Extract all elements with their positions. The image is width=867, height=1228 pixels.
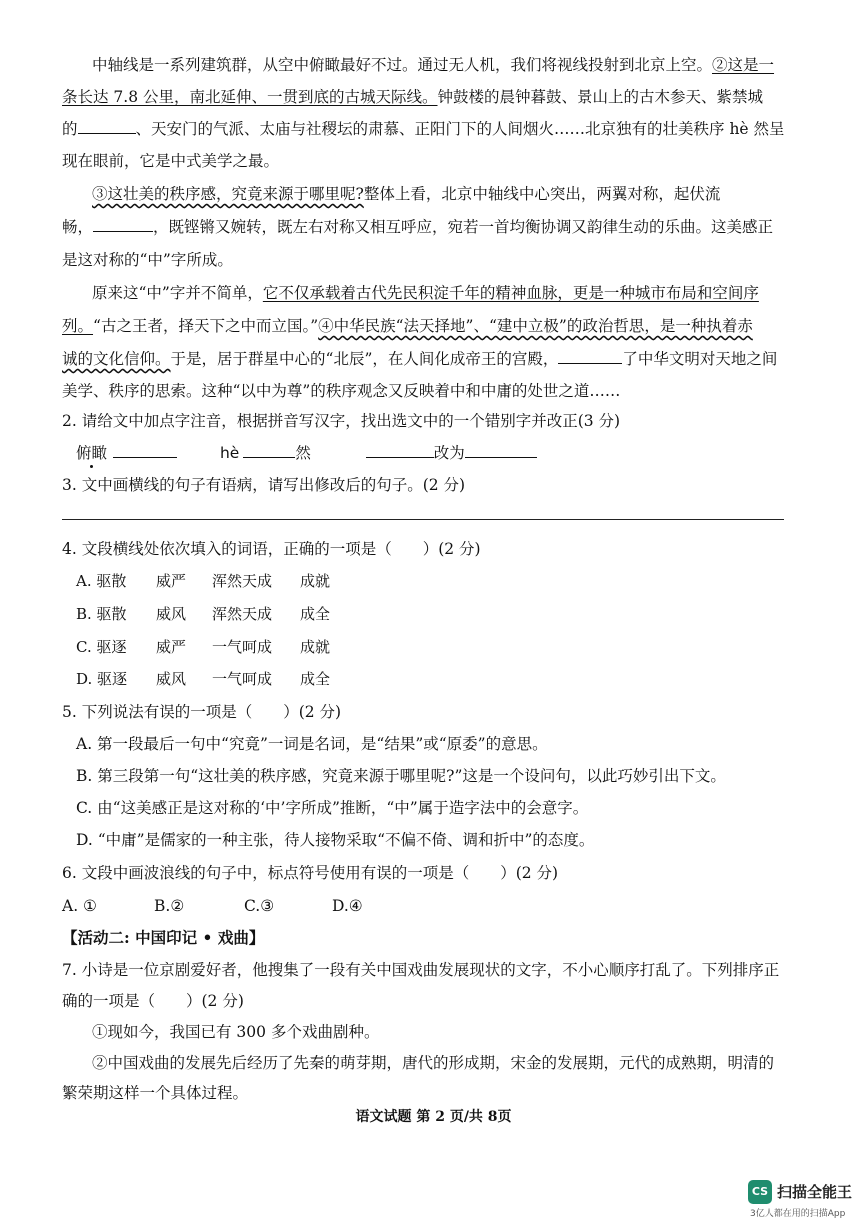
question-6: [62, 862, 558, 884]
question-text: 5. 下列说法有误的一项是（ ）(2 分): [62, 703, 342, 721]
option-word: 威风: [156, 670, 187, 688]
option-label[interactable]: D. 驱逐: [76, 670, 128, 688]
option-text: D.④: [332, 897, 363, 915]
option-text: D. “中庸”是儒家的一种主张，待人接物采取“不偏不倚、调和折中”的态度。: [76, 831, 595, 849]
option-a[interactable]: [62, 895, 97, 917]
question-text: 3. 文中画横线的句子有语病，请写出修改后的句子。(2 分): [62, 476, 466, 494]
question-text: 确的一项是（ ）(2 分): [62, 992, 244, 1010]
camscanner-logo-icon: CS: [748, 1180, 772, 1204]
option-text: B. 第三段第一句“这壮美的秩序感，究竟来源于哪里呢?”这是一个设问句，以此巧妙引出下文。: [76, 767, 726, 785]
passage-text: 钟鼓楼的晨钟暮鼓、景山上的古木参天、紫禁城: [437, 88, 764, 106]
question-text: 2. 请给文中加点字注音，根据拼音写汉字，找出选文中的一个错别字并改正(3 分): [62, 412, 621, 430]
option-word: 浑然天成: [212, 572, 273, 590]
passage-text: 然: [295, 444, 311, 462]
option-d[interactable]: [332, 895, 363, 917]
wavy-underlined-sentence: 诚的文化信仰。: [62, 350, 171, 368]
passage-text: 原来这“中”字并不简单，: [92, 284, 263, 302]
page-footer: 语文试题 第 2 页/共 8页: [355, 1109, 512, 1125]
answer-blank[interactable]: [243, 443, 295, 458]
question-5: [62, 701, 341, 723]
passage-text: 的: [62, 120, 78, 138]
passage-line: [62, 315, 753, 337]
passage-text: 畅，: [62, 218, 94, 236]
answer-blank[interactable]: [366, 443, 434, 458]
question-text: 7. 小诗是一位京剧爱好者，他搜集了一段有关中国戏曲发展现状的文字，不小心顺序打乱了。下列排序正: [62, 961, 780, 979]
passage-text: 、天安门的气派、太庙与社稷坛的肃慕、正阳门下的人间烟火……北京独有的壮美秩序 hè 然呈: [135, 120, 785, 138]
question-7-cont: [62, 990, 244, 1012]
passage-text: ②中国戏曲的发展先后经历了先秦的萌芽期，唐代的形成期，宋金的发展期，元代的成熟期，明清的: [92, 1054, 775, 1072]
sentence-2: [92, 1052, 774, 1074]
heading-text: 【活动二: 中国印记 • 戏曲】: [62, 928, 265, 947]
scanner-tagline: 3亿人都在用的扫描App: [750, 1209, 846, 1219]
passage-line: [62, 118, 785, 140]
passage-text: 整体上看，北京中轴线中心突出，两翼对称，起伏流: [363, 185, 721, 203]
option-word: 成就: [300, 638, 331, 656]
dotted-word: 俯瞰: [76, 444, 108, 462]
question-text: 4. 文段横线处依次填入的词语，正确的一项是（ ）(2 分): [62, 540, 481, 558]
question-4: [62, 538, 481, 560]
passage-text: ，既铿锵又婉转，既左右对称又相互呼应，宛若一首均衡协调又韵律生动的乐曲。这美感正: [153, 218, 774, 236]
option-text: A. ①: [62, 897, 97, 915]
option-word: 一气呵成: [212, 670, 273, 688]
option-word: 威严: [156, 572, 187, 590]
passage-line: [62, 380, 620, 402]
option-word: 威严: [156, 638, 187, 656]
passage-text: 繁荣期这样一个具体过程。: [62, 1084, 249, 1102]
question-text: 6. 文段中画波浪线的句子中，标点符号使用有误的一项是（ ）(2 分): [62, 864, 559, 882]
option-word: 威风: [156, 605, 187, 623]
underlined-sentence: 它不仅承载着古代先民积淀千年的精神血脉，更是一种城市布局和空间序: [262, 284, 759, 302]
option-a[interactable]: [76, 733, 548, 755]
option-word: 浑然天成: [212, 605, 273, 623]
option-b[interactable]: [154, 895, 184, 917]
answer-blank[interactable]: [113, 443, 177, 458]
underlined-sentence: 列。: [62, 317, 94, 335]
wavy-underlined-sentence: ③这壮美的秩序感，究竟来源于哪里呢?: [92, 185, 364, 203]
passage-line: [92, 183, 720, 205]
fill-blank[interactable]: [558, 349, 622, 364]
option-text: C. 由“这美感正是这对称的‘中’字所成”推断，“中”属于造字法中的会意字。: [76, 799, 589, 817]
passage-line: [62, 348, 777, 370]
scanner-app-name: 扫描全能王: [777, 1183, 853, 1201]
option-c[interactable]: [244, 895, 274, 917]
option-word: 成就: [300, 572, 331, 590]
passage-text: 改为: [433, 444, 465, 462]
answer-line[interactable]: [62, 519, 784, 520]
sentence-2-cont: [62, 1082, 248, 1104]
passage-line: [62, 86, 763, 108]
passage-line: [62, 249, 233, 271]
sentence-1: [92, 1021, 379, 1043]
option-word: 一气呵成: [212, 638, 273, 656]
pinyin-text: hè: [219, 444, 240, 462]
option-text: A. 第一段最后一句中“究竟”一词是名词，是“结果”或“原委”的意思。: [76, 735, 548, 753]
passage-text: 了中华文明对天地之间: [622, 350, 778, 368]
option-word: 成全: [300, 605, 331, 623]
option-word: 成全: [300, 670, 331, 688]
wavy-underlined-sentence: ④中华民族“法天择地”、“建中立极”的政治哲思，是一种执着赤: [318, 317, 753, 335]
option-c[interactable]: [76, 797, 588, 819]
passage-line: [62, 150, 279, 172]
option-label[interactable]: C. 驱逐: [76, 638, 127, 656]
option-label[interactable]: A. 驱散: [76, 572, 127, 590]
passage-text: 是这对称的“中”字所成。: [62, 251, 233, 269]
passage-line: [92, 54, 774, 76]
option-text: B.②: [154, 897, 185, 915]
fill-blank[interactable]: [78, 119, 136, 134]
passage-text: 现在眼前，它是中式美学之最。: [62, 152, 280, 170]
passage-line: [92, 282, 759, 304]
question-7: [62, 959, 779, 981]
underlined-sentence: ②这是一: [712, 56, 775, 74]
fill-blank[interactable]: [93, 217, 153, 232]
question-2-answers: [76, 442, 537, 464]
passage-text: 于是，居于群星中心的“北辰”，在人间化成帝王的宫殿，: [170, 350, 559, 368]
question-3: [62, 474, 465, 496]
option-text: C.③: [244, 897, 275, 915]
activity-heading: [62, 927, 264, 949]
passage-text: “古之王者，择天下之中而立国。”: [93, 317, 319, 335]
passage-line: [62, 216, 773, 238]
option-b[interactable]: [76, 765, 726, 787]
passage-text: 中轴线是一系列建筑群，从空中俯瞰最好不过。通过无人机，我们将视线投射到北京上空。: [92, 56, 713, 74]
question-2: [62, 410, 620, 432]
option-label[interactable]: B. 驱散: [76, 605, 127, 623]
answer-blank[interactable]: [465, 443, 537, 458]
passage-text: ①现如今，我国已有 300 多个戏曲剧种。: [92, 1023, 380, 1041]
option-d[interactable]: [76, 829, 594, 851]
underlined-sentence: 条长达 7.8 公里，南北延伸、一贯到底的古城天际线。: [62, 88, 438, 106]
passage-text: 美学、秩序的思索。这种“以中为尊”的秩序观念又反映着中和中庸的处世之道……: [62, 382, 621, 400]
